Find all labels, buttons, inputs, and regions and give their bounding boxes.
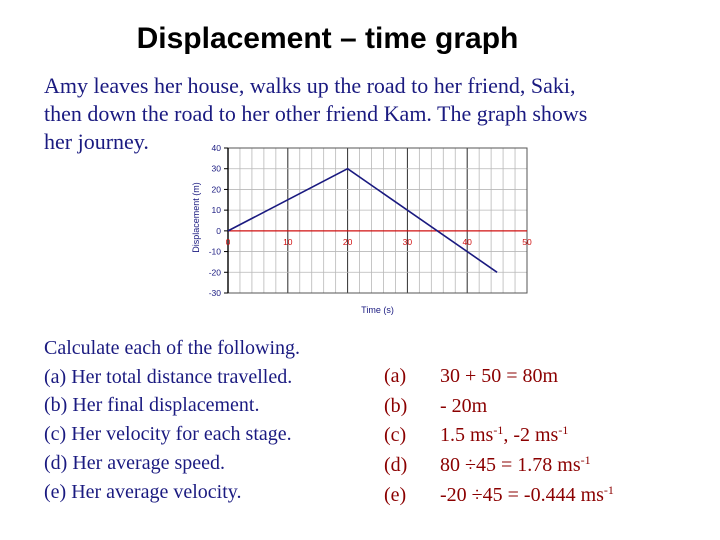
answer-text: - 20m <box>440 394 488 417</box>
answer-exponent: -1 <box>603 482 614 497</box>
intro-line: then down the road to her other friend Kam. The graph shows <box>44 101 588 126</box>
x-tick-label: 30 <box>402 236 413 247</box>
question-d: (d) Her average speed. <box>44 451 226 474</box>
y-tick-label: 0 <box>216 225 221 236</box>
answer-e <box>384 480 714 510</box>
y-tick-label: 10 <box>211 205 221 216</box>
question-a: (a) Her total distance travelled. <box>44 365 293 388</box>
questions-intro: Calculate each of the following. <box>44 337 301 359</box>
answer-exponent: -1 <box>558 423 569 438</box>
answer-text <box>440 424 568 447</box>
answer-key: (e) <box>384 483 407 506</box>
answer-part: 1.5 ms <box>440 424 494 447</box>
x-axis-label: Time (s) <box>361 305 394 315</box>
displacement-time-chart <box>175 135 545 325</box>
answer-key: (d) <box>384 454 408 477</box>
y-tick-label: -10 <box>208 246 221 257</box>
y-tick-label: -30 <box>208 288 221 298</box>
answer-a <box>384 362 714 392</box>
answer-part: 80 ÷45 = 1.78 ms <box>440 454 581 477</box>
x-tick-label: 10 <box>283 236 293 247</box>
answer-text <box>440 454 591 477</box>
answer-exponent: -1 <box>580 453 591 468</box>
answer-key: (b) <box>384 394 408 417</box>
answer-part: , -2 ms <box>503 424 559 447</box>
answer-key: (c) <box>384 424 407 447</box>
series-line <box>225 169 497 273</box>
page-title: Displacement – time graph <box>136 22 519 55</box>
answer-key: (a) <box>384 365 407 388</box>
y-tick-label: 40 <box>211 143 221 153</box>
x-tick-label: 40 <box>462 236 472 247</box>
y-tick-label: 20 <box>211 184 221 195</box>
x-tick-label: 50 <box>522 236 532 247</box>
answer-text <box>440 484 614 507</box>
x-tick-label: 0 <box>225 236 231 247</box>
answer-part: -20 ÷45 = -0.444 ms <box>440 483 604 506</box>
answer-d <box>384 451 714 481</box>
y-tick-label: -20 <box>208 267 221 278</box>
answer-b <box>384 392 714 422</box>
answers-list <box>384 362 714 510</box>
questions-list <box>44 334 374 506</box>
question-c: (c) Her velocity for each stage. <box>44 423 292 446</box>
answer-c <box>384 421 714 451</box>
x-tick-label: 20 <box>342 236 353 247</box>
y-tick-label: 30 <box>211 163 221 174</box>
plot-border <box>225 148 527 293</box>
intro-line: her journey. <box>44 129 149 154</box>
question-b: (b) Her final displacement. <box>44 394 260 417</box>
question-e: (e) Her average velocity. <box>44 480 242 503</box>
answer-exponent: -1 <box>493 423 504 438</box>
y-axis-label: Displacement (m) <box>191 182 201 253</box>
intro-line: Amy leaves her house, walks up the road to her friend, Saki, <box>44 73 576 98</box>
answer-text: 30 + 50 = 80m <box>440 365 559 388</box>
